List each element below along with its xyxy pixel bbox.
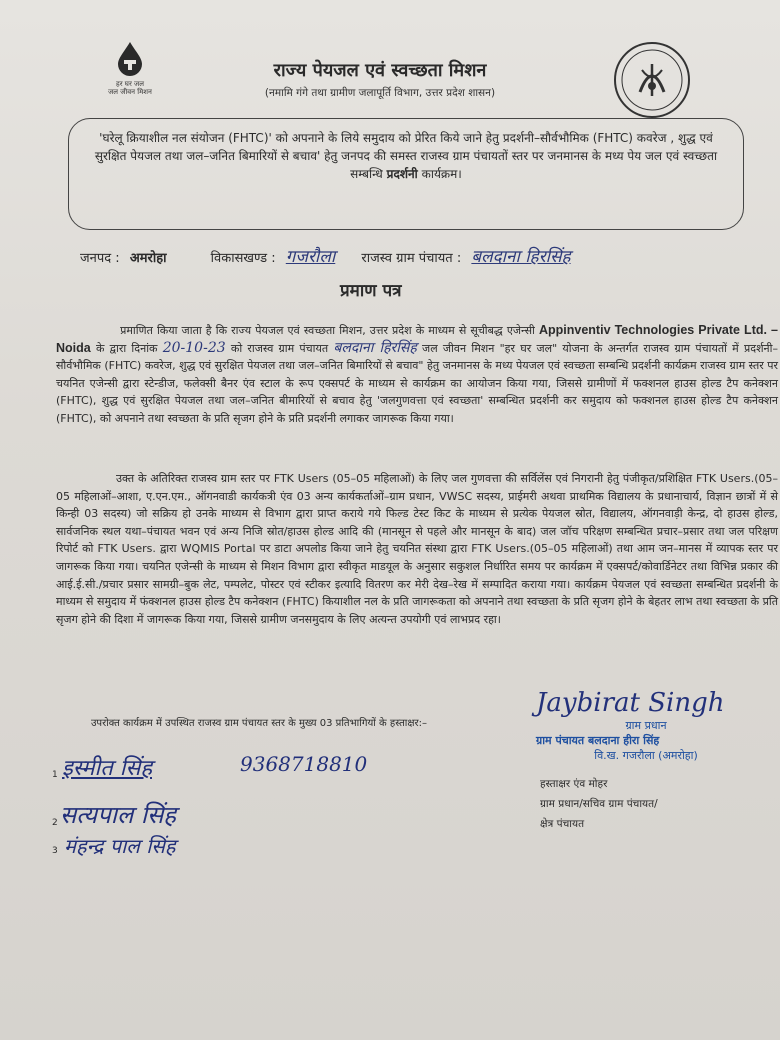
participant-3-signature: मंहन्द्र पाल सिंह <box>64 834 176 858</box>
block-value: गजरौला <box>285 247 336 267</box>
program-description-box <box>68 118 744 230</box>
para1-date-label: के द्वारा दिनांक <box>95 341 158 355</box>
jal-jeevan-mission-logo <box>98 40 162 96</box>
participant-2-signature: सत्यपाल सिंह <box>60 801 177 829</box>
agency-name: Appinventiv Technologies Private Ltd. – Noida <box>56 323 778 355</box>
certificate-paragraph-1 <box>56 322 778 428</box>
district-value: अमरोहा <box>129 251 167 266</box>
event-date: 20-10-23 <box>162 339 226 356</box>
water-drop-icon <box>114 40 146 76</box>
certificate-paragraph-2 <box>56 470 778 628</box>
page-title: राज्य पेयजल एवं स्वच्छता मिशन <box>273 60 487 81</box>
village-name: बलदाना हिरसिंह <box>333 339 417 356</box>
stamp-line-1: ग्राम प्रधान <box>625 719 667 732</box>
para1-village-label: को राजस्व ग्राम पंचायत <box>230 341 329 355</box>
sign-label-3: क्षेत्र पंचायत <box>540 818 585 830</box>
pradhan-stamp <box>536 688 756 763</box>
certificate-title: प्रमाण पत्र <box>340 281 402 301</box>
stamp-line-3: वि.ख. गजरौला (अमरोहा) <box>594 749 698 762</box>
participant-1-phone: 9368718810 <box>240 752 368 776</box>
logo-caption-2: जल जीवन मिशन <box>108 88 152 96</box>
panchayat-value: बलदाना हिरसिंह <box>471 247 571 267</box>
participant-1-signature: इस्मीत सिंह <box>62 756 152 781</box>
participants-heading: उपरोक्त कार्यक्रम में उपस्थित राजस्व ग्राम पंचायत स्तर के मुख्य 03 प्रतिभागियों के हस्ताक्षर:– <box>90 718 428 729</box>
logo-caption-1: हर घर जल <box>116 80 144 88</box>
district-label: जनपद : <box>80 251 120 266</box>
sign-label-2: ग्राम प्रधान/सचिव ग्राम पंचायत/ <box>540 798 658 810</box>
up-government-emblem-icon <box>612 40 692 120</box>
participant-number-2: 2 <box>52 818 58 828</box>
page-subtitle: (नमामि गंगे तथा ग्रामीण जलापूर्ति विभाग, उत्तर प्रदेश शासन) <box>264 87 496 99</box>
participant-number-3: 3 <box>52 846 58 856</box>
para2-body: उक्त के अतिरिक्त राजस्व ग्राम स्तर पर FTK Users (05–05 महिलाओं) के लिए जल गुणवत्ता की सर्विलेंस एवं निगरानी हेतु पंजीकृत/प्रशिक्षित FTK Users.(05–05 महिलाओं–आशा, ए.एन.एम., ऑगनवाडी कार्यकत्री एंव 03 अन्य कार्यकर्ताओं–ग्राम प्रधान, VWSC सदस्य, प्राईमरी अथवा प्राथमिक विद्यालय के प्रधानाचार्य, विज्ञान छात्रों में से किन्ही 03 सदस्य) जो सक्रिय हो उनके माध्यम से विभाग द्वारा प्राप्त कराये गये फिल्ड टेस्ट किट के माध्यम से प्रत्येक पेयजल स्रोत, विद्यालय, ऑगनवाड़ी केन्द्र, दो हाउस होल्ड, सार्वजनिक स्थल यथा–पंचायत भवन एवं अन्य निजि स्रोत/हाउस होल्ड आदि की (मानसून से पहले और मानसून के बाद) जल जॉच परिक्षण सम्बन्धित प्रचार–प्रसार तथा जल परिक्षण रिपोर्ट को FTK Users. द्वारा WQMIS Portal पर डाटा अपलोड किया जाने हेतु चयनित संस्था द्वारा FTK Users.(05–05 महिलाओं) तथा आम जन–मानस में व्यापक स्तर पर जागरूक किया गया। चयनित एजेन्सी के माध्यम से मिशन विभाग द्वारा स्वीकृत माडयूल के अनुसार सकुशल निर्धारित समय पर कार्यक्रम में एक्सपर्ट/कोवार्डिनेटर तथा विभिन्न प्रकार की आई.ई.सी./प्रचार प्रसार सामग्री–बुक लेट, पम्पलेट, पोस्टर एवं स्टीकर इत्यादि वितरण कर मेरी देख–रेख में सम्पादित कराया गया। कार्यक्रम पेयजल एवं स्वच्छता सम्बन्धित प्रदर्शनी के माध्यम से समुदाय में फंक्शनल हाउस होल्ड टैप कनेक्शन (FHTC) कियाशील नल के प्रति जागरूकता को अपनाने तथा स्वच्छता के प्रति सृजग होने के बेहतर लाभ तथा स्वच्छता के प्रति सृजग होने की दिशा में जागरूक किया गया, जिससे ग्रामीण जनसमुदाय के लिए अत्यन्त उपयोगी एवं लाभप्रद रहा। <box>56 472 778 626</box>
sign-label-1: हस्ताक्षर एंव मोहर <box>540 778 608 790</box>
para1-body: जल जीवन मिशन "हर घर जल" योजना के अन्तर्गत राजस्व ग्राम पंचायतों में प्रदर्शनी–सौर्वभौमिक (FHTC) कवरेज, शुद्ध एवं सुरक्षित पेयजल तथा जल–जनित बिमारियों से बचाव" हेतु जनमानस के मध्य पेयजल एवं स्वच्छता सम्बन्धि प्रदर्शनी कार्यक्रम राजस्व ग्राम स्तर पर चयनित एजेन्सी द्वारा स्टेन्डीज, फलेक्सी बैनर एंव स्टाल के रूप एक्सपर्ट के माध्यम से कार्यक्रम का आयोजन किया गया, जिससे ग्रामीणों में फक्शनल हाउस होल्ड टैप कनेक्शन (FHTC), शुद्ध एवं सुरक्षित पेयजल तथा जल–जनित बीमारियों से बचाव हेतु 'जलगुणवत्ता एवं स्वच्छता' सम्बन्धित प्रदर्शनी कर समुदाय को फक्शनल हाउस होल्ड टैप कनेक्शन (FHTC), को अपनाने तथा स्वच्छता के प्रति सृजग होने के प्रति प्रदर्शनी लगाकर जागरूक किया गया। <box>56 341 779 425</box>
panchayat-label: राजस्व ग्राम पंचायत : <box>361 251 462 266</box>
participant-number-1: 1 <box>52 770 58 780</box>
signature-block <box>540 774 740 834</box>
stamp-line-2: ग्राम पंचायत बलदाना हीरा सिंह <box>536 734 660 747</box>
program-text-tail: कार्यक्रम। <box>421 167 462 181</box>
program-bold-word: प्रदर्शनी <box>386 167 418 181</box>
block-label: विकासखण्ड : <box>210 251 276 266</box>
para1-intro: प्रमाणित किया जाता है कि राज्य पेयजल एवं स्वच्छता मिशन, उत्तर प्रदेश के माध्यम से सूचीबद्ध एजेन्सी <box>120 324 535 337</box>
location-fields <box>80 244 577 267</box>
program-text: 'घरेलू क्रियाशील नल संयोजन (FHTC)' को अपनाने के लिये समुदाय को प्रेरित किये जाने हेतु प्रदर्शनी–सौर्वभौमिक (FHTC) कवरेज , शुद्ध एवं सुरक्षित पेयजल तथा जल–जनित बिमारियों से बचाव' हेतु जनपद की समस्त राजस्व ग्राम पंचायतों स्तर पर जनमानस के मध्य पेय जल एवं स्वच्छता सम्बन्धि <box>94 131 718 181</box>
pradhan-signature: Jaybirat Singh <box>536 688 725 718</box>
